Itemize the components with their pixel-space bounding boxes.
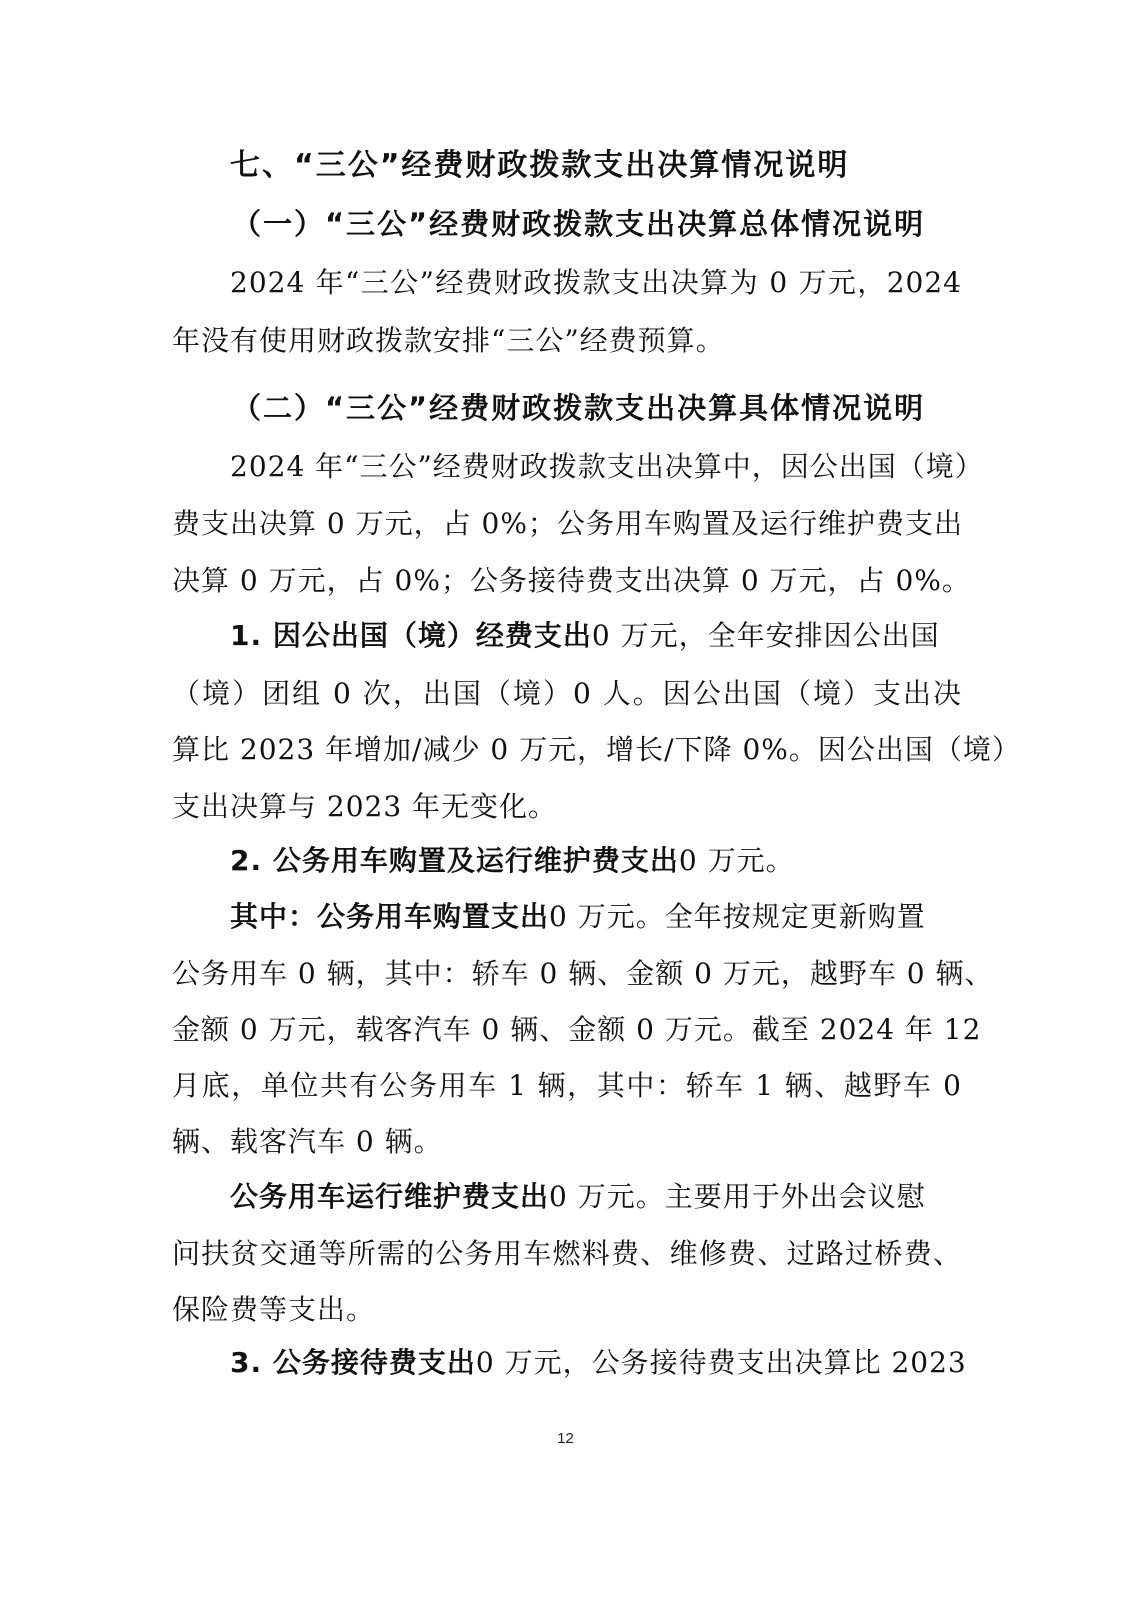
purchase-line-1-rest: 0 万元。全年按规定更新购置 [549,900,926,933]
item1-line-4: 支出决算与 2023 年无变化。 [172,790,558,823]
item1-line-1 [230,616,962,656]
purchase-label: 其中：公务用车购置支出 [230,900,550,933]
detail-heading: （二）“三公”经费财政拨款支出决算具体情况说明 [232,391,926,425]
purchase-line-3: 金额 0 万元，载客汽车 0 辆、金额 0 万元。截至 2024 年 12 [172,1013,982,1046]
overall-line-1: 2024 年“三公”经费财政拨款支出决算为 0 万元，2024 [230,266,962,299]
purchase-line-2: 公务用车 0 辆，其中：轿车 0 辆、金额 0 万元，越野车 0 辆、 [172,957,994,990]
detail-line-1: 2024 年“三公”经费财政拨款支出决算中，因公出国（境） [230,450,984,483]
purchase-line-1 [230,897,962,937]
maintenance-line-1-rest: 0 万元。主要用于外出会议慰 [549,1180,926,1213]
overall-line-2: 年没有使用财政拨款安排“三公”经费预算。 [172,324,725,357]
page-number: 12 [557,1430,574,1447]
overall-heading: （一）“三公”经费财政拨款支出决算总体情况说明 [232,207,926,241]
item3-line-1 [230,1343,967,1383]
purchase-line-5: 辆、载客汽车 0 辆。 [172,1125,443,1158]
maintenance-label: 公务用车运行维护费支出 [230,1180,550,1213]
maintenance-line-2: 问扶贫交通等所需的公务用车燃料费、维修费、过路过桥费、 [172,1237,962,1270]
item1-line-2: （境）团组 0 次，出国（境）0 人。因公出国（境）支出决 [172,677,962,710]
item2-rest: 0 万元。 [678,844,795,877]
maintenance-line-3: 保险费等支出。 [172,1293,376,1326]
detail-line-3: 决算 0 万元，占 0%；公务接待费支出决算 0 万元，占 0%。 [172,564,971,597]
purchase-line-4: 月底，单位共有公务用车 1 辆，其中：轿车 1 辆、越野车 0 [172,1069,962,1102]
item3-line-1-rest: 0 万元，公务接待费支出决算比 2023 [475,1346,967,1379]
item1-label: 1. 因公出国（境）经费支出 [230,619,592,652]
item2-label: 2. 公务用车购置及运行维护费支出 [230,844,679,877]
item1-line-1-rest: 0 万元，全年安排因公出国 [591,619,940,652]
item3-label: 3. 公务接待费支出 [230,1346,476,1379]
section-title: 七、“三公”经费财政拨款支出决算情况说明 [230,148,850,183]
detail-line-2: 费支出决算 0 万元，占 0%；公务用车购置及运行维护费支出 [172,507,963,540]
item1-line-3: 算比 2023 年增加/减少 0 万元，增长/下降 0%。因公出国（境） [172,733,1021,766]
item2-heading-line [230,841,962,881]
maintenance-line-1 [230,1177,962,1217]
